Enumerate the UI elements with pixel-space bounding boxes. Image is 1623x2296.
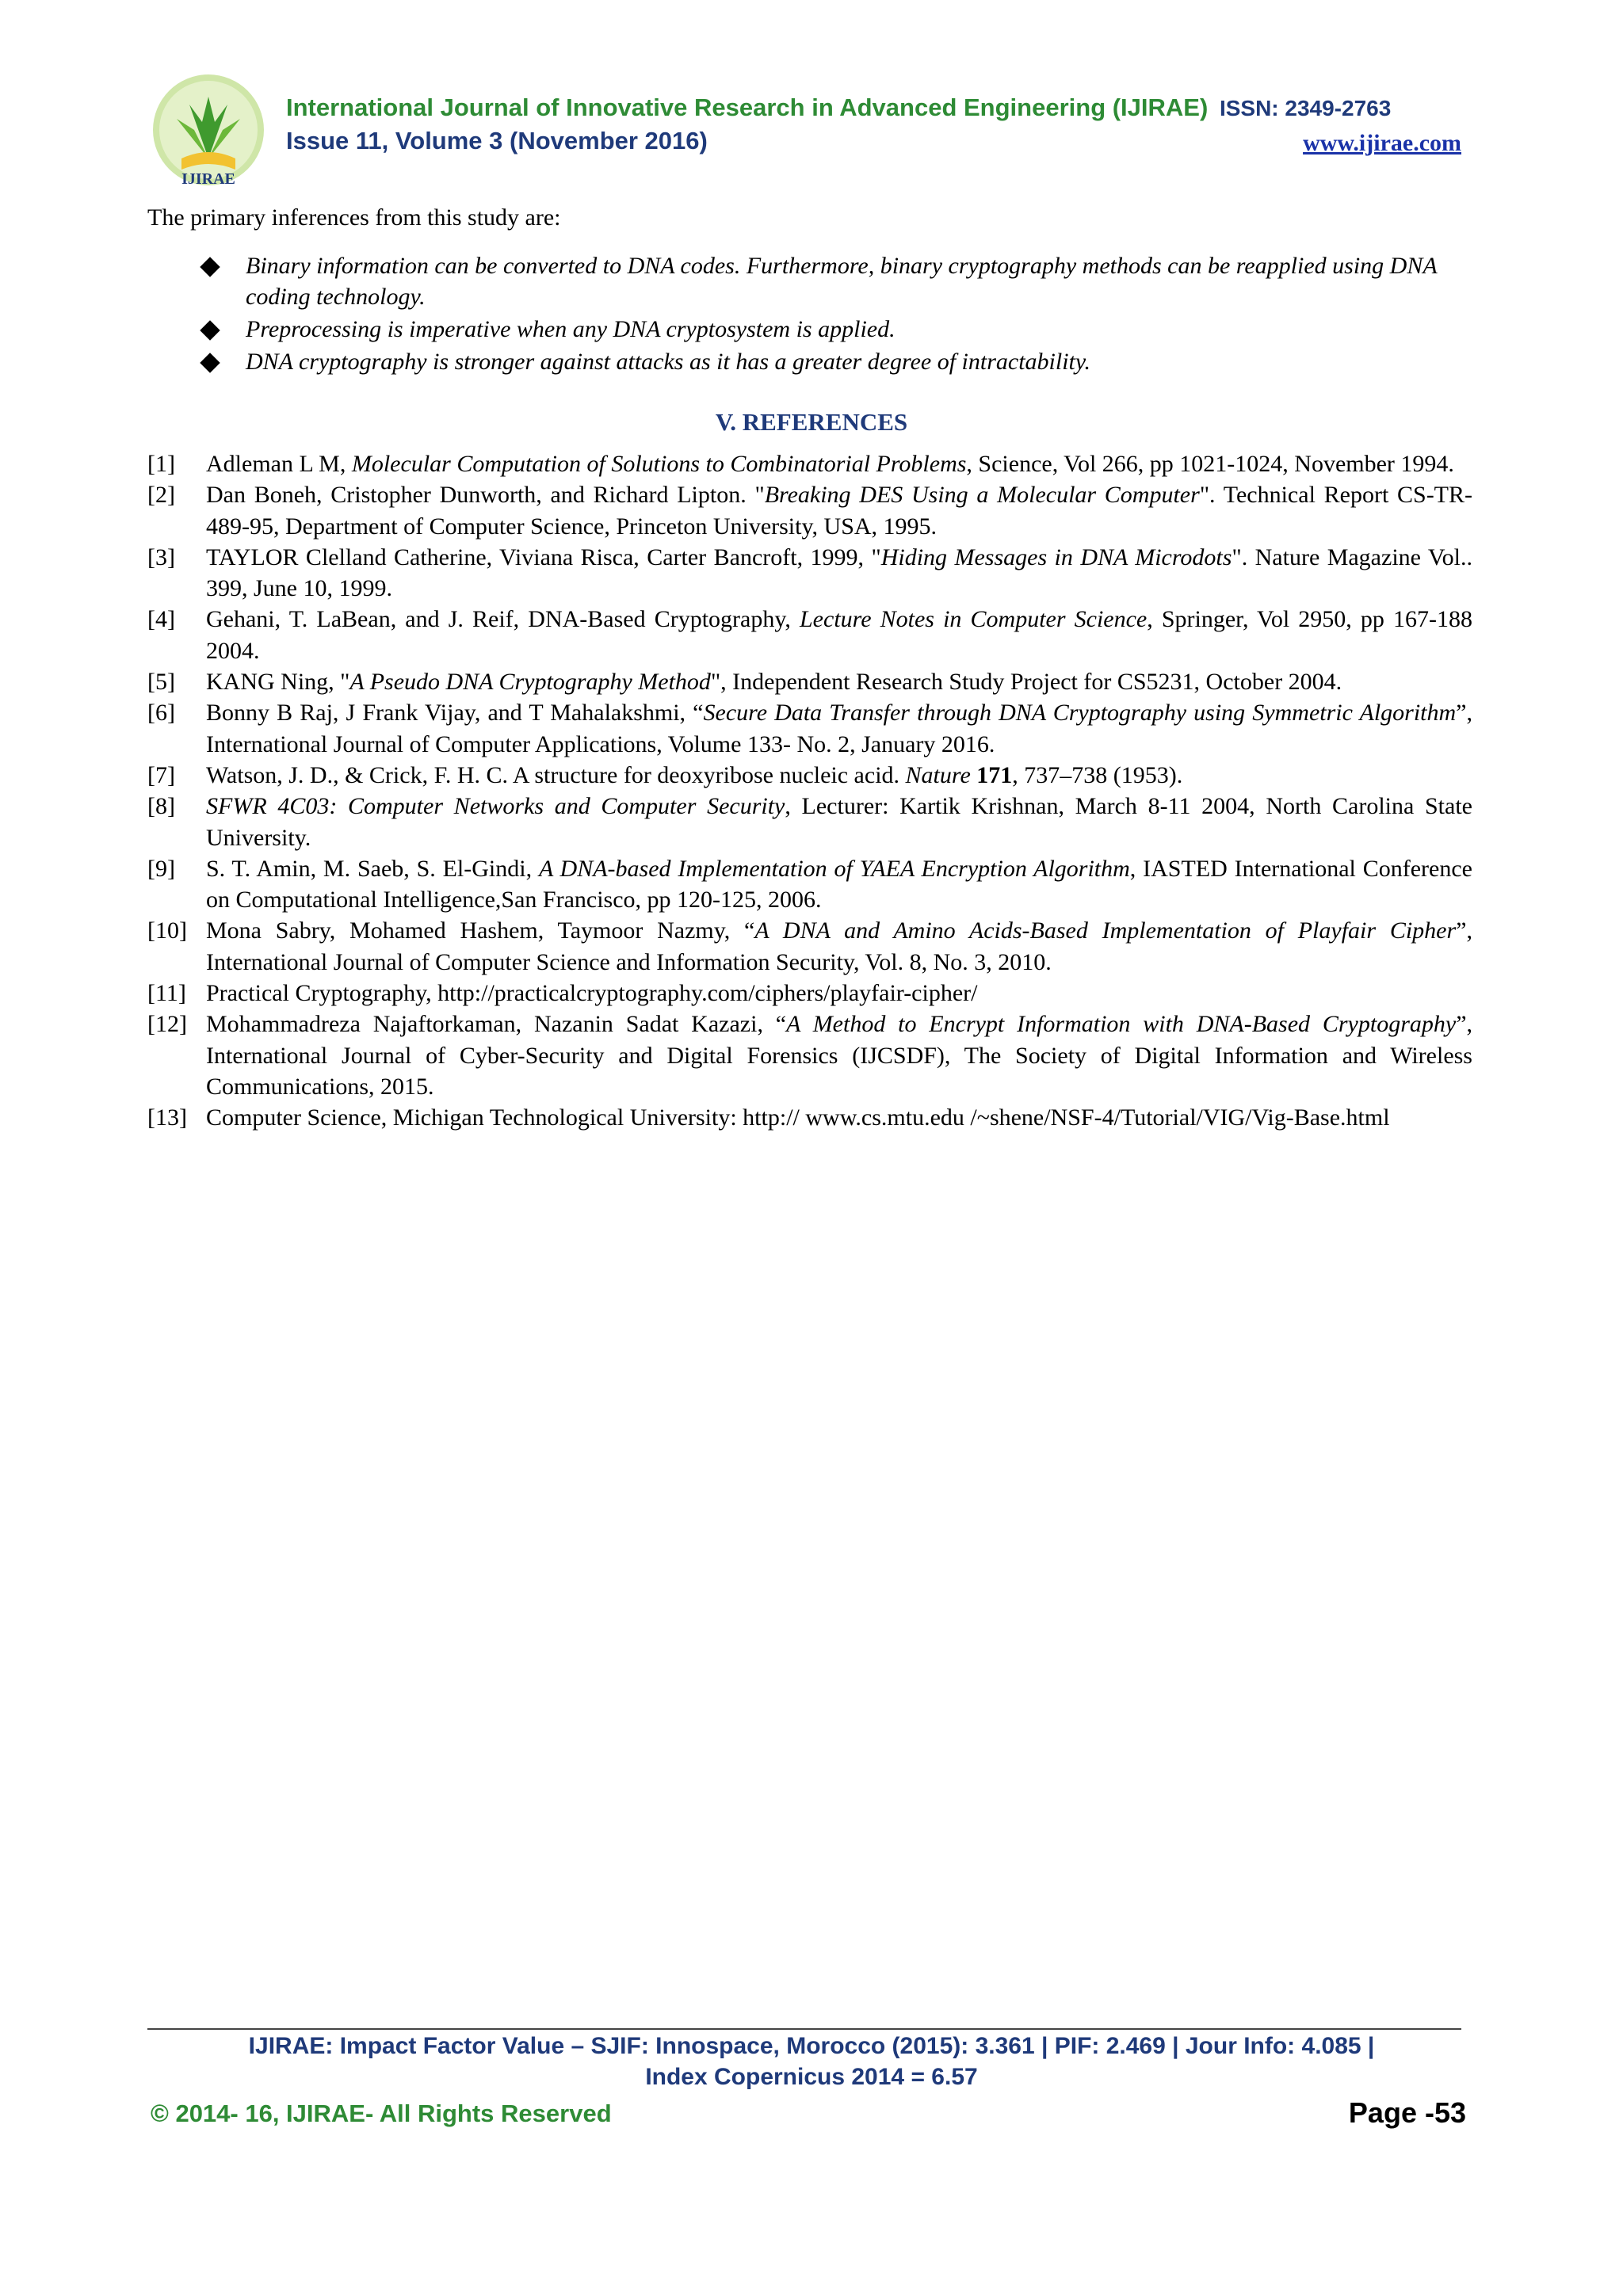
section-title: V. REFERENCES — [715, 408, 908, 436]
index-copernicus-line: Index Copernicus 2014 = 6.57 — [645, 2064, 978, 2090]
diamond-bullet-icon — [200, 353, 220, 372]
inference-item: DNA cryptography is stronger against attacks as it has a greater degree of intractability. — [198, 346, 1482, 377]
page-number: Page -53 — [1348, 2096, 1466, 2129]
reference-item: [4] Gehani, T. LaBean, and J. Reif, DNA-Based Cryptography, Lecture Notes in Computer Science, Springer, Vol 2950, pp 167-188 2004. — [147, 606, 1473, 664]
journal-name: International Journal of Innovative Research in Advanced Engineering (IJIRAE) — [286, 93, 1209, 121]
impact-factor-line: IJIRAE: Impact Factor Value – SJIF: Innospace, Morocco (2015): 3.361 | PIF: 2.469 | Jour Info: 4.085 | — [248, 2033, 1375, 2059]
ijirae-logo — [145, 73, 272, 192]
reference-item: [11] Practical Cryptography, http://practicalcryptography.com/ciphers/playfair-cipher/ — [147, 980, 978, 1007]
inference-item: Preprocessing is imperative when any DNA cryptosystem is applied. — [198, 314, 1482, 345]
journal-url-link[interactable]: www.ijirae.com — [1303, 130, 1461, 156]
reference-item: [6] Bonny B Raj, J Frank Vijay, and T Mahalakshmi, “Secure Data Transfer through DNA Cryptography using Symmetric Algorithm”, International Journal of Computer Applications, Volume 133- No. 2, January 2016. — [147, 700, 1472, 757]
reference-item: [9] S. T. Amin, M. Saeb, S. El-Gindi, A DNA-based Implementation of YAEA Encryption Algorithm, IASTED International Conference on Computational Intelligence,San Francisco, pp 120-125, 2006. — [147, 855, 1472, 913]
reference-item: [12] Mohammadreza Najaftorkaman, Nazanin Sadat Kazazi, “A Method to Encrypt Information with DNA-Based Cryptography”, International Journal of Cyber-Security and Digital Forensics (IJCSDF), The Society of Digital Information and Wireless Communications, 2015. — [147, 1011, 1473, 1100]
reference-item: [5] KANG Ning, "A Pseudo DNA Cryptography Method", Independent Research Study Project for CS5231, October 2004. — [147, 669, 1342, 696]
reference-item: [10] Mona Sabry, Mohamed Hashem, Taymoor Nazmy, “A DNA and Amino Acids-Based Implementation of Playfair Cipher”, International Journal of Computer Science and Information Security, Vol. 8, No. 3, 2010. — [147, 917, 1472, 975]
inference-item: Binary information can be converted to DNA codes. Furthermore, binary cryptography methods can be reapplied using DNA coding technology. — [198, 250, 1482, 312]
inference-list — [198, 250, 1482, 379]
journal-title — [286, 93, 1475, 122]
footer-divider — [147, 2028, 1461, 2030]
copyright-notice: © 2014- 16, IJIRAE- All Rights Reserved — [151, 2100, 612, 2127]
reference-item: [13] Computer Science, Michigan Technological University: http:// www.cs.mtu.edu /~shene/NSF-4/Tutorial/VIG/Vig-Base.html — [147, 1104, 1390, 1131]
intro-text: The primary inferences from this study are: — [147, 204, 561, 231]
issn: ISSN: 2349-2763 — [1219, 96, 1392, 120]
reference-item: [2] Dan Boneh, Cristopher Dunworth, and Richard Lipton. "Breaking DES Using a Molecular Computer". Technical Report CS-TR-489-95, Department of Computer Science, Princeton University, USA, 1995. — [147, 482, 1473, 540]
diamond-bullet-icon — [200, 257, 220, 277]
reference-item: [3] TAYLOR Clelland Catherine, Viviana Risca, Carter Bancroft, 1999, "Hiding Messages in DNA Microdots". Nature Magazine Vol.. 399, June 10, 1999. — [147, 543, 1472, 602]
logo-text: IJIRAE — [181, 170, 235, 188]
issue-info: Issue 11, Volume 3 (November 2016) — [286, 127, 708, 154]
reference-item: [7] Watson, J. D., & Crick, F. H. C. A structure for deoxyribose nucleic acid. Nature 171, 737–738 (1953). — [147, 761, 1183, 788]
diamond-bullet-icon — [200, 320, 220, 340]
reference-list — [147, 448, 1472, 1134]
reference-item: [1] Adleman L M, Molecular Computation of Solutions to Combinatorial Problems, Science, Vol 266, pp 1021-1024, November 1994. — [147, 451, 1454, 477]
reference-item: [8] SFWR 4C03: Computer Networks and Computer Security, Lecturer: Kartik Krishnan, March 8-11 2004, North Carolina State University. — [147, 793, 1472, 851]
